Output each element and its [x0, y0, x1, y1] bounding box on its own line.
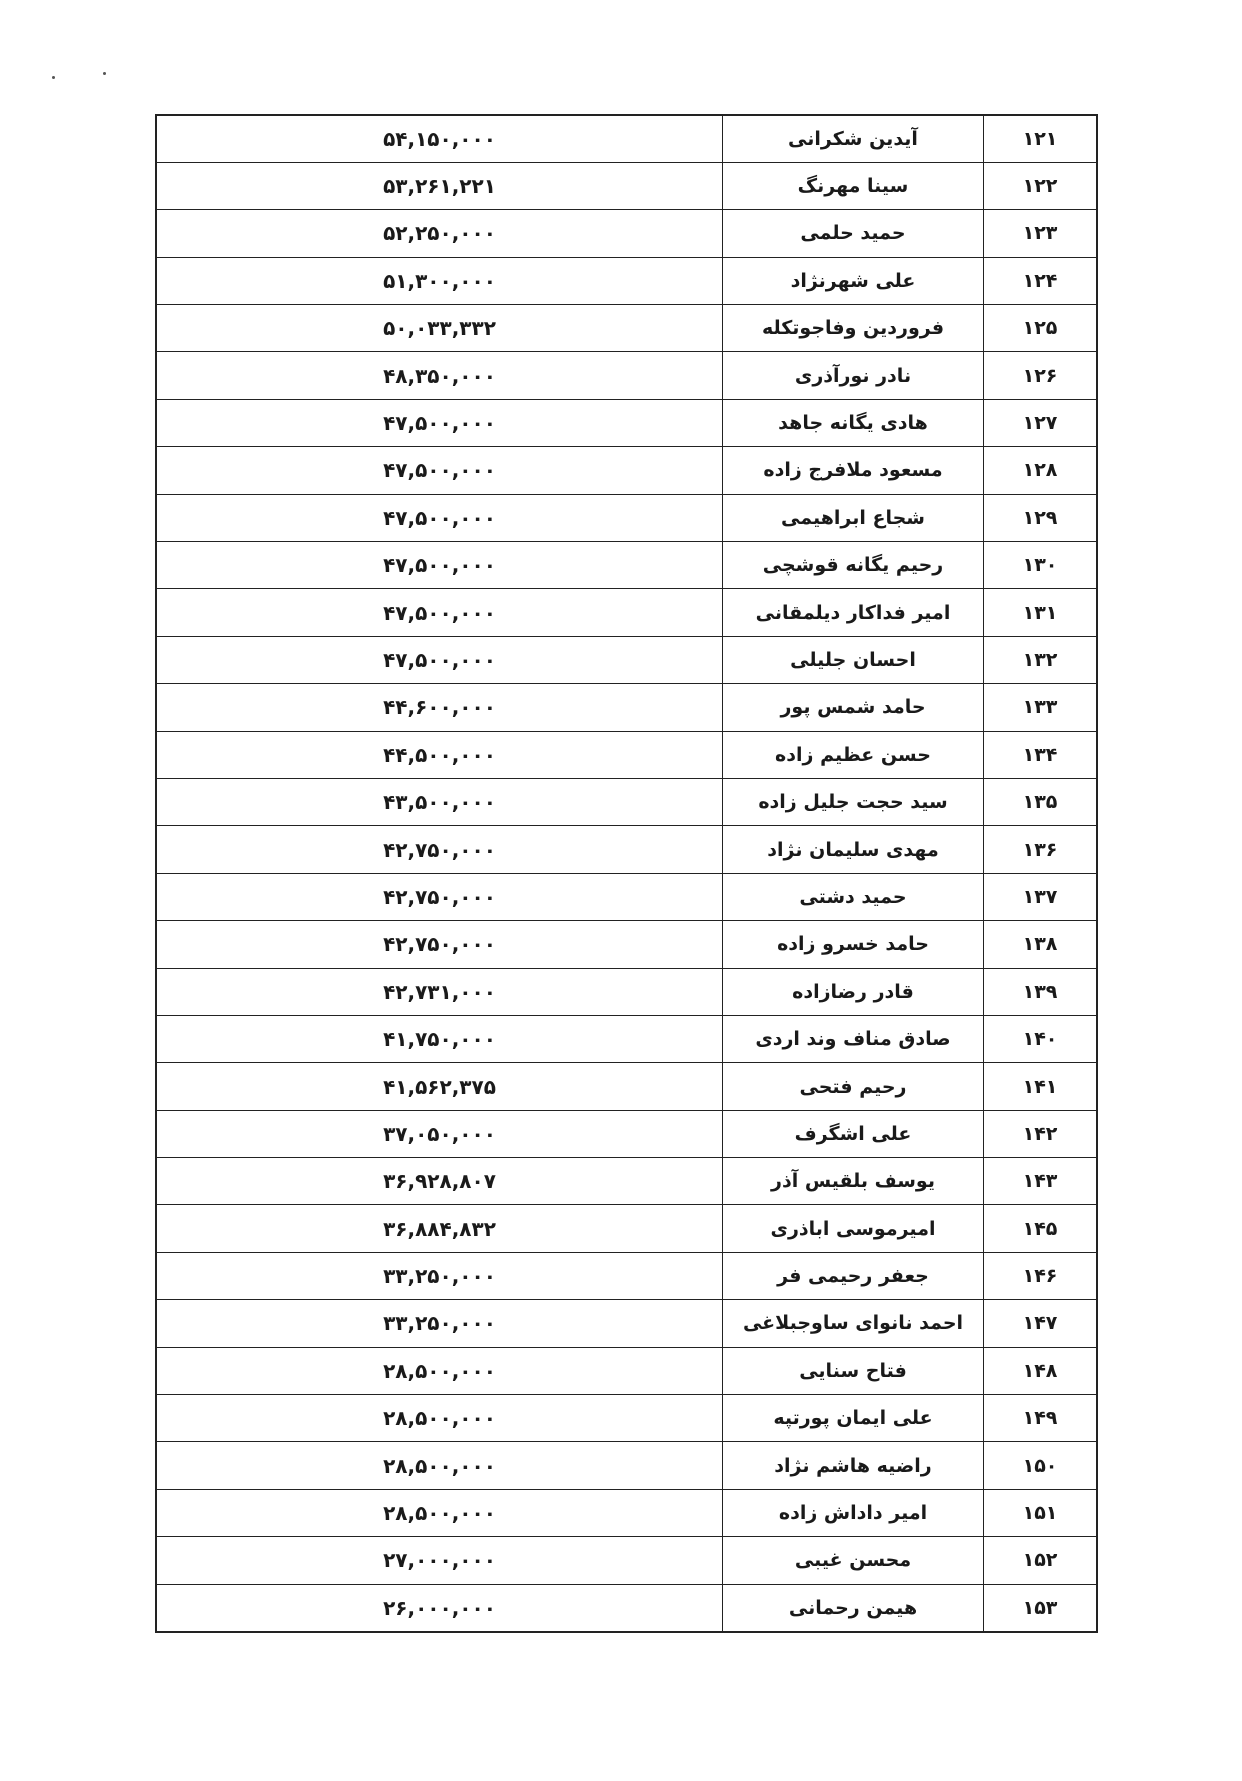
person-name: صادق مناف وند اردی	[723, 1015, 984, 1062]
table-row	[156, 1442, 1097, 1489]
row-number: ۱۴۶	[984, 1252, 1098, 1299]
table-row	[156, 1252, 1097, 1299]
amount-value: ۴۷,۵۰۰,۰۰۰	[156, 494, 723, 541]
amount-value: ۳۶,۸۸۴,۸۳۲	[156, 1205, 723, 1252]
person-name: سید حجت جلیل زاده	[723, 778, 984, 825]
table-row	[156, 162, 1097, 209]
person-name: مسعود ملافرج زاده	[723, 447, 984, 494]
amount-value: ۴۸,۳۵۰,۰۰۰	[156, 352, 723, 399]
row-number: ۱۳۹	[984, 968, 1098, 1015]
amount-value: ۴۲,۷۳۱,۰۰۰	[156, 968, 723, 1015]
amount-value: ۴۴,۶۰۰,۰۰۰	[156, 684, 723, 731]
person-name: امیرموسی اباذری	[723, 1205, 984, 1252]
person-name: یوسف بلقیس آذر	[723, 1158, 984, 1205]
amount-value: ۵۲,۲۵۰,۰۰۰	[156, 210, 723, 257]
row-number: ۱۳۳	[984, 684, 1098, 731]
row-number: ۱۴۷	[984, 1300, 1098, 1347]
person-name: نادر نورآذری	[723, 352, 984, 399]
row-number: ۱۴۱	[984, 1063, 1098, 1110]
person-name: علی اشگرف	[723, 1110, 984, 1157]
amount-value: ۲۸,۵۰۰,۰۰۰	[156, 1395, 723, 1442]
row-number: ۱۲۲	[984, 162, 1098, 209]
table-row	[156, 257, 1097, 304]
table-row	[156, 684, 1097, 731]
table-row	[156, 1158, 1097, 1205]
table-row	[156, 968, 1097, 1015]
person-name: فروردین وفاجوتکله	[723, 305, 984, 352]
amount-value: ۴۱,۷۵۰,۰۰۰	[156, 1015, 723, 1062]
person-name: علی شهرنژاد	[723, 257, 984, 304]
row-number: ۱۲۱	[984, 115, 1098, 162]
table-row	[156, 1110, 1097, 1157]
amount-value: ۳۳,۲۵۰,۰۰۰	[156, 1300, 723, 1347]
table-row	[156, 399, 1097, 446]
table-row	[156, 921, 1097, 968]
row-number: ۱۲۹	[984, 494, 1098, 541]
row-number: ۱۳۶	[984, 826, 1098, 873]
row-number: ۱۳۴	[984, 731, 1098, 778]
table-row	[156, 1300, 1097, 1347]
row-number: ۱۲۸	[984, 447, 1098, 494]
amount-value: ۵۱,۳۰۰,۰۰۰	[156, 257, 723, 304]
amount-value: ۴۲,۷۵۰,۰۰۰	[156, 826, 723, 873]
table-row	[156, 589, 1097, 636]
person-name: هیمن رحمانی	[723, 1584, 984, 1631]
row-number: ۱۳۰	[984, 542, 1098, 589]
row-number: ۱۴۸	[984, 1347, 1098, 1394]
amount-value: ۲۸,۵۰۰,۰۰۰	[156, 1489, 723, 1536]
scan-speck-2	[103, 72, 106, 75]
table-row	[156, 210, 1097, 257]
amount-value: ۴۷,۵۰۰,۰۰۰	[156, 542, 723, 589]
table-row	[156, 778, 1097, 825]
table-row	[156, 1395, 1097, 1442]
row-number: ۱۵۰	[984, 1442, 1098, 1489]
person-name: هادی یگانه جاهد	[723, 399, 984, 446]
person-name: مهدی سلیمان نژاد	[723, 826, 984, 873]
amount-value: ۵۴,۱۵۰,۰۰۰	[156, 115, 723, 162]
table-row	[156, 115, 1097, 162]
amount-value: ۴۲,۷۵۰,۰۰۰	[156, 873, 723, 920]
table-row	[156, 1347, 1097, 1394]
person-name: سینا مهرنگ	[723, 162, 984, 209]
row-number: ۱۵۱	[984, 1489, 1098, 1536]
table-row	[156, 873, 1097, 920]
amount-value: ۴۷,۵۰۰,۰۰۰	[156, 636, 723, 683]
row-number: ۱۳۲	[984, 636, 1098, 683]
row-number: ۱۴۰	[984, 1015, 1098, 1062]
row-number: ۱۲۴	[984, 257, 1098, 304]
amount-value: ۴۲,۷۵۰,۰۰۰	[156, 921, 723, 968]
person-name: حمید دشتی	[723, 873, 984, 920]
amount-value: ۲۸,۵۰۰,۰۰۰	[156, 1442, 723, 1489]
amount-value: ۴۷,۵۰۰,۰۰۰	[156, 589, 723, 636]
row-number: ۱۲۵	[984, 305, 1098, 352]
table-body	[156, 115, 1097, 1632]
table-row	[156, 1489, 1097, 1536]
person-name: جعفر رحیمی فر	[723, 1252, 984, 1299]
table-row	[156, 1537, 1097, 1584]
amount-value: ۲۶,۰۰۰,۰۰۰	[156, 1584, 723, 1631]
row-number: ۱۲۳	[984, 210, 1098, 257]
table-row	[156, 1584, 1097, 1631]
person-name: محسن غیبی	[723, 1537, 984, 1584]
row-number: ۱۳۱	[984, 589, 1098, 636]
person-name: حمید حلمی	[723, 210, 984, 257]
person-name: احمد نانوای ساوجبلاغی	[723, 1300, 984, 1347]
row-number: ۱۴۲	[984, 1110, 1098, 1157]
person-name: رحیم یگانه قوشچی	[723, 542, 984, 589]
amount-value: ۳۶,۹۲۸,۸۰۷	[156, 1158, 723, 1205]
person-name: رحیم فتحی	[723, 1063, 984, 1110]
row-number: ۱۴۹	[984, 1395, 1098, 1442]
person-name: امیر فداکار دیلمقانی	[723, 589, 984, 636]
table-row	[156, 636, 1097, 683]
amount-value: ۵۳,۲۶۱,۲۲۱	[156, 162, 723, 209]
table-row	[156, 1015, 1097, 1062]
amount-value: ۲۸,۵۰۰,۰۰۰	[156, 1347, 723, 1394]
table-row	[156, 1063, 1097, 1110]
row-number: ۱۵۳	[984, 1584, 1098, 1631]
person-name: حسن عظیم زاده	[723, 731, 984, 778]
row-number: ۱۳۷	[984, 873, 1098, 920]
amount-value: ۵۰,۰۳۳,۳۳۲	[156, 305, 723, 352]
person-name: قادر رضازاده	[723, 968, 984, 1015]
table-row	[156, 731, 1097, 778]
person-name: احسان جلیلی	[723, 636, 984, 683]
table-row	[156, 352, 1097, 399]
table-row	[156, 826, 1097, 873]
amount-value: ۴۷,۵۰۰,۰۰۰	[156, 399, 723, 446]
amount-value: ۴۴,۵۰۰,۰۰۰	[156, 731, 723, 778]
row-number: ۱۲۶	[984, 352, 1098, 399]
ranking-table	[155, 114, 1098, 1633]
person-name: امیر داداش زاده	[723, 1489, 984, 1536]
scan-speck-1	[52, 76, 55, 79]
row-number: ۱۲۷	[984, 399, 1098, 446]
amount-value: ۴۳,۵۰۰,۰۰۰	[156, 778, 723, 825]
person-name: آیدین شکرانی	[723, 115, 984, 162]
row-number: ۱۳۸	[984, 921, 1098, 968]
person-name: علی ایمان پورتپه	[723, 1395, 984, 1442]
amount-value: ۲۷,۰۰۰,۰۰۰	[156, 1537, 723, 1584]
table-row	[156, 447, 1097, 494]
person-name: حامد شمس پور	[723, 684, 984, 731]
row-number: ۱۴۵	[984, 1205, 1098, 1252]
table-row	[156, 494, 1097, 541]
person-name: راضیه هاشم نژاد	[723, 1442, 984, 1489]
table-row	[156, 305, 1097, 352]
person-name: حامد خسرو زاده	[723, 921, 984, 968]
person-name: فتاح سنایی	[723, 1347, 984, 1394]
amount-value: ۴۱,۵۶۲,۳۷۵	[156, 1063, 723, 1110]
row-number: ۱۳۵	[984, 778, 1098, 825]
person-name: شجاع ابراهیمی	[723, 494, 984, 541]
table-row	[156, 1205, 1097, 1252]
amount-value: ۳۷,۰۵۰,۰۰۰	[156, 1110, 723, 1157]
table-row	[156, 542, 1097, 589]
row-number: ۱۴۳	[984, 1158, 1098, 1205]
row-number: ۱۵۲	[984, 1537, 1098, 1584]
amount-value: ۴۷,۵۰۰,۰۰۰	[156, 447, 723, 494]
amount-value: ۳۳,۲۵۰,۰۰۰	[156, 1252, 723, 1299]
